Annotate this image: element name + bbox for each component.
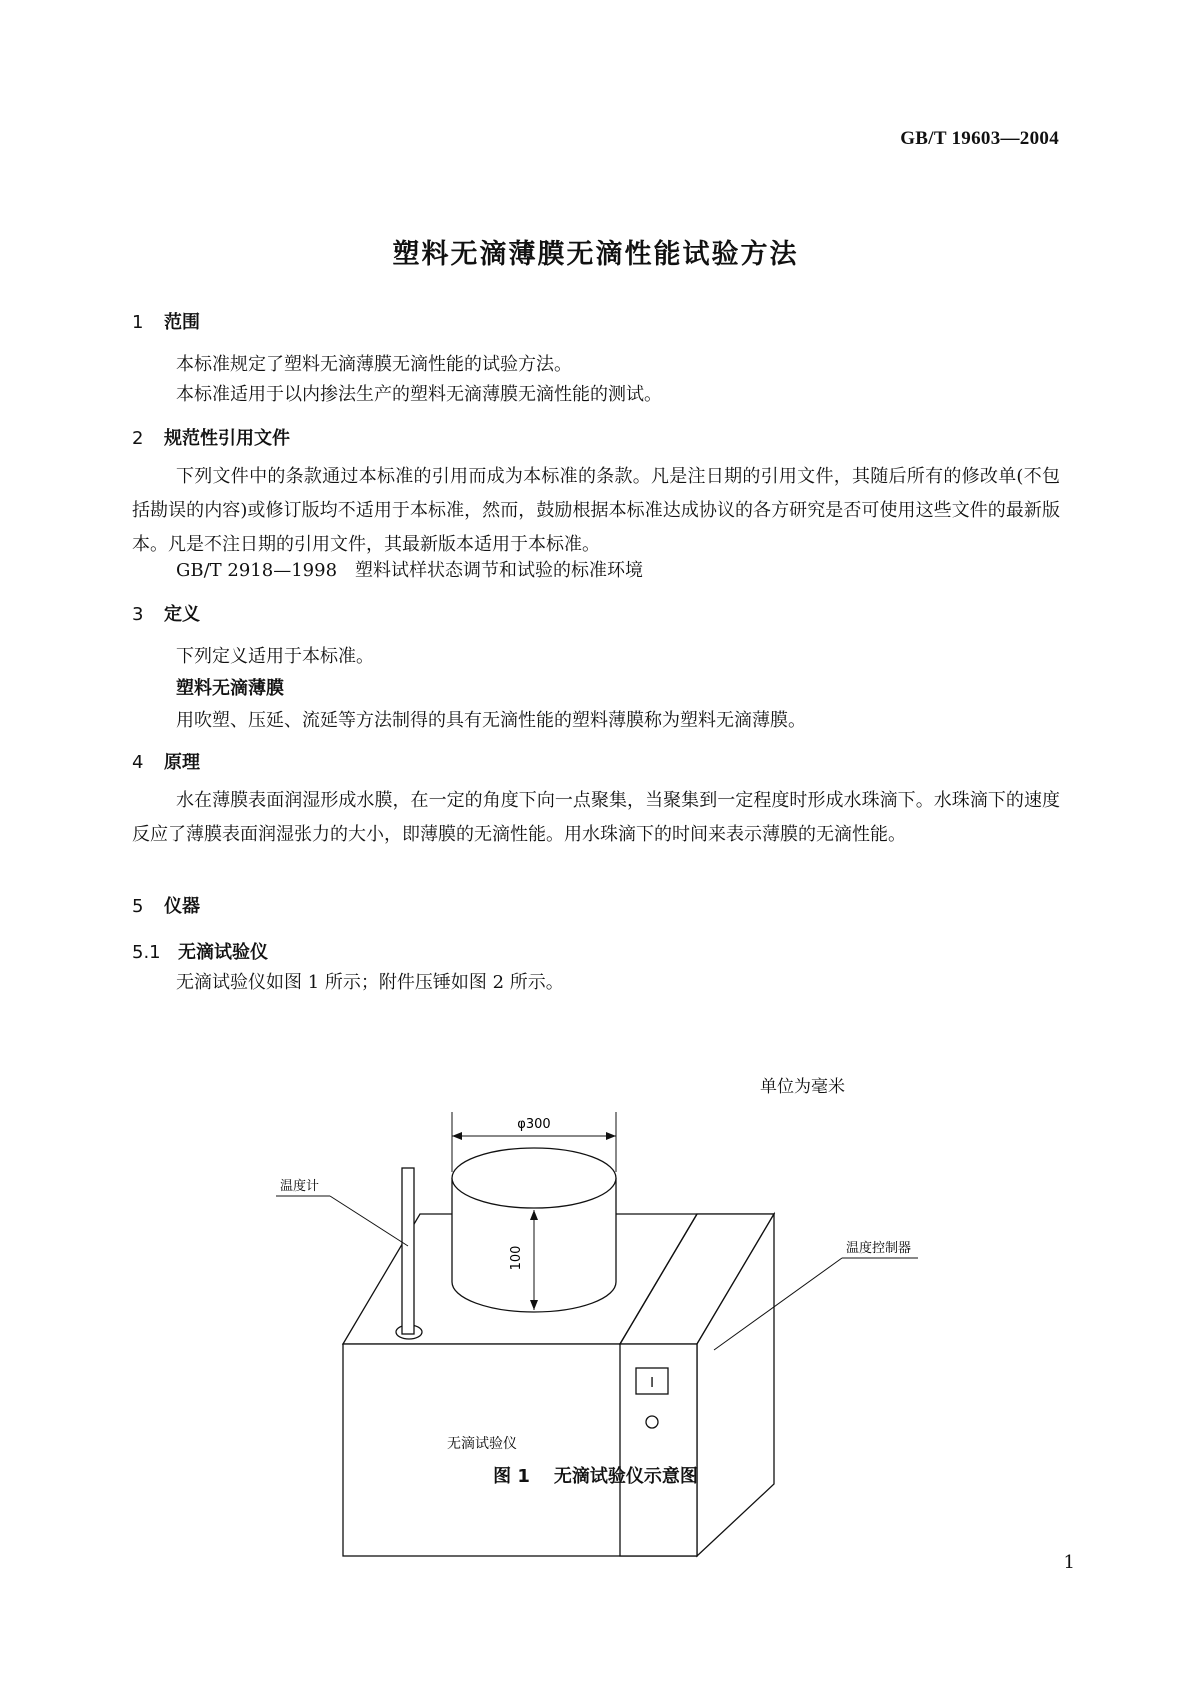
diameter-label: φ300 [517, 1117, 551, 1132]
thermometer-rod [402, 1168, 414, 1334]
apparatus-label: 无滴试验仪 [447, 1436, 517, 1452]
section-5-1-line: 无滴试验仪如图 1 所示；附件压锤如图 2 所示。 [176, 972, 564, 993]
unit-note: 单位为毫米 [760, 1077, 845, 1097]
section-number: 1 [132, 312, 144, 333]
section-number: 4 [132, 752, 144, 773]
controller-front-face [620, 1344, 697, 1556]
figure-number: 图 1 [493, 1466, 530, 1487]
section-1-line-1: 本标准规定了塑料无滴薄膜无滴性能的试验方法。 [176, 354, 572, 375]
normative-reference: GB/T 2918—1998 塑料试样状态调节和试验的标准环境 [176, 560, 644, 581]
section-2-paragraph: 下列文件中的条款通过本标准的引用而成为本标准的条款。凡是注日期的引用文件，其随后所有的修改单(不包括勘误的内容)或修订版均不适用于本标准，然而，鼓励根据本标准达成协议的各方研究是否可使用这些文件的最新版本。凡是不注日期的引用文件，其最新版本适用于本标准。 [132, 466, 1060, 555]
definition-intro: 下列定义适用于本标准。 [176, 646, 374, 667]
section-number: 2 [132, 428, 144, 449]
arrow-right [606, 1132, 616, 1140]
page-number: 1 [1063, 1552, 1075, 1573]
thermometer-leader [330, 1196, 408, 1246]
figure-caption [0, 1462, 1191, 1488]
term-definition: 用吹塑、压延、流延等方法制得的具有无滴性能的塑料薄膜称为塑料无滴薄膜。 [176, 710, 806, 731]
controller-label: 温度控制器 [846, 1241, 912, 1256]
standard-code: GB/T 19603—2004 [900, 128, 1059, 149]
cylinder-top [452, 1148, 616, 1208]
section-title: 规范性引用文件 [164, 428, 290, 449]
section-number: 5 [132, 896, 144, 917]
section-title: 范围 [164, 312, 200, 333]
section-4-paragraph: 水在薄膜表面润湿形成水膜，在一定的角度下向一点聚集，当聚集到一定程度时形成水珠滴下。水珠滴下的速度反应了薄膜表面润湿张力的大小，即薄膜的无滴性能。用水珠滴下的时间来表示薄膜的无滴性能。 [132, 790, 1060, 845]
section-title: 仪器 [164, 896, 200, 917]
section-title: 定义 [164, 604, 200, 625]
thermometer-label: 温度计 [280, 1179, 320, 1194]
defined-term: 塑料无滴薄膜 [176, 678, 284, 699]
section-title: 无滴试验仪 [178, 942, 268, 963]
document-title: 塑料无滴薄膜无滴性能试验方法 [392, 239, 799, 270]
section-number: 5.1 [132, 942, 161, 963]
figure-title: 无滴试验仪示意图 [553, 1466, 698, 1487]
section-1-line-2: 本标准适用于以内掺法生产的塑料无滴薄膜无滴性能的测试。 [176, 384, 662, 405]
switch-mark: I [650, 1376, 654, 1391]
height-label: 100 [509, 1245, 524, 1271]
section-title: 原理 [164, 752, 200, 773]
section-number: 3 [132, 604, 144, 625]
arrow-left [452, 1132, 462, 1140]
